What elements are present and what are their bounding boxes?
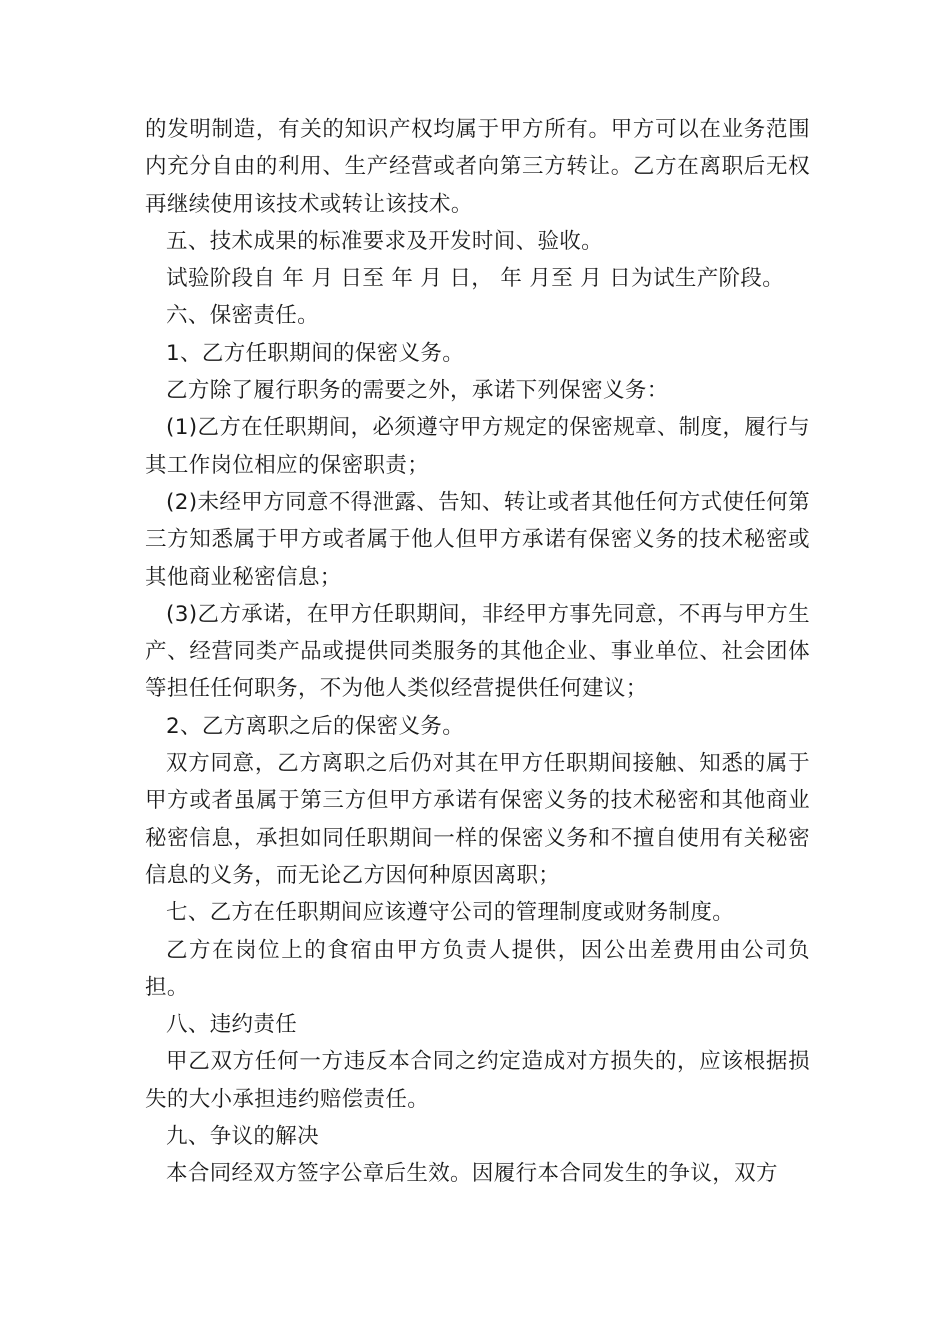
section-heading: 七、乙方在任职期间应该遵守公司的管理制度或财务制度。: [166, 900, 735, 926]
paragraph: 试验阶段自 年 月 日至 年 月 日， 年 月至 月 日为试生产阶段。: [166, 266, 785, 292]
document-body: [145, 111, 810, 1193]
paragraph: 双方同意，乙方离职之后仍对其在甲方任职期间接触、知悉的属于甲方或者虽属于第三方但甲方承诺有保密义务的技术秘密和其他商业秘密信息，承担如同任职期间一样的保密义务和不擅自使用有关秘密信息的义务，而无论乙方因何种原因离职；: [145, 751, 810, 888]
paragraph: 甲乙双方任何一方违反本合同之约定造成对方损失的，应该根据损失的大小承担违约赔偿责任。: [145, 1049, 810, 1112]
list-item: (2)未经甲方同意不得泄露、告知、转让或者其他任何方式使任何第三方知悉属于甲方或者属于他人但甲方承诺有保密义务的技术秘密或其他商业秘密信息；: [145, 489, 810, 590]
paragraph: 乙方除了履行职务的需要之外，承诺下列保密义务：: [166, 378, 669, 404]
section-heading: 五、技术成果的标准要求及开发时间、验收。: [166, 228, 604, 254]
subsection-heading: 2、乙方离职之后的保密义务。: [166, 713, 465, 739]
subsection-heading: 1、乙方任职期间的保密义务。: [166, 340, 465, 366]
section-heading: 九、争议的解决: [166, 1124, 319, 1150]
paragraph: 乙方在岗位上的食宿由甲方负责人提供，因公出差费用由公司负担。: [145, 937, 810, 1000]
list-item: (3)乙方承诺，在甲方任职期间，非经甲方事先同意，不再与甲方生产、经营同类产品或提供同类服务的其他企业、事业单位、社会团体等担任任何职务，不为他人类似经营提供任何建议；: [145, 601, 810, 702]
list-item: (1)乙方在任职期间，必须遵守甲方规定的保密规章、制度，履行与其工作岗位相应的保密职责；: [145, 415, 810, 478]
paragraph: 的发明制造，有关的知识产权均属于甲方所有。甲方可以在业务范围内充分自由的利用、生产经营或者向第三方转让。乙方在离职后无权再继续使用该技术或转让该技术。: [145, 117, 810, 217]
section-heading: 八、违约责任: [166, 1012, 298, 1038]
section-heading: 六、保密责任。: [166, 303, 319, 329]
paragraph: 本合同经双方签字公章后生效。因履行本合同发生的争议，双方: [166, 1161, 778, 1187]
